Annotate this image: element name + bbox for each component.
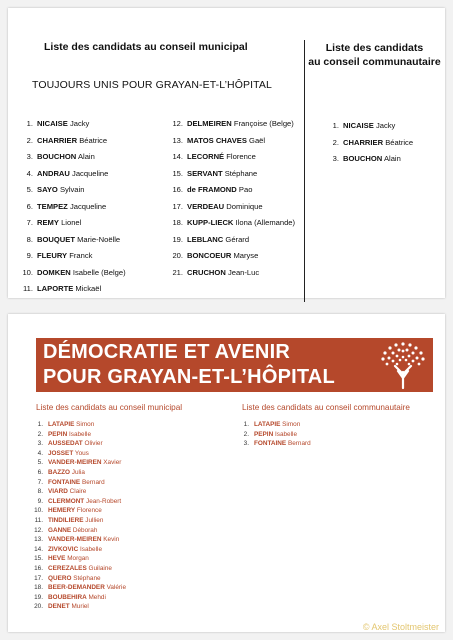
candidate-item [30,517,126,527]
community-list-title [304,41,445,69]
candidate-number: 17. [172,201,183,211]
candidate-last-name: FONTAINE [48,478,81,486]
candidate-last-name: AUSSEDAT [48,440,83,448]
candidate-item [20,202,126,219]
candidate-last-name: CRUCHON [187,267,226,277]
candidate-first-name: Stéphane [224,168,258,178]
candidate-item [30,603,126,613]
candidate-first-name: Alain [77,152,95,161]
candidate-number: 20. [34,603,43,611]
candidate-item [20,218,126,235]
candidate-last-name: SERVANT [187,168,223,178]
candidate-number: 18. [34,584,43,592]
candidate-last-name: TEMPEZ [37,201,68,211]
candidate-last-name: PEPIN [48,430,68,438]
candidate-first-name: Claire [69,488,87,496]
candidate-first-name: Mickaël [75,284,102,293]
candidate-first-name: Xavier [103,459,122,467]
candidate-last-name: ZIVKOVIC [48,545,79,553]
banner-line2: POUR GRAYAN-ET-L’HÔPITAL [43,366,335,388]
candidate-first-name: Jacqueline [72,168,109,178]
candidate-first-name: Franck [69,251,93,260]
candidate-number: 2. [26,135,33,145]
candidate-last-name: CHARRIER [343,137,384,147]
candidate-number: 2. [332,137,339,147]
candidate-first-name: Muriel [71,603,89,611]
community-list-title: Liste des candidats au conseil communautaire [242,403,410,412]
candidate-number: 4. [37,449,43,457]
candidate-last-name: BONCOEUR [187,251,232,260]
candidate-last-name: HEVE [48,555,66,563]
candidate-item [30,584,126,594]
candidate-item [30,507,126,517]
candidate-last-name: JOSSET [48,449,74,457]
candidate-last-name: CLERMONT [48,497,85,505]
municipal-list-title: Liste des candidats au conseil municipal [44,41,248,53]
candidate-last-name: KUPP-LIECK [187,218,234,227]
candidate-last-name: LAPORTE [37,284,74,293]
candidate-number: 3. [243,440,249,448]
candidate-first-name: Olivier [84,440,103,448]
candidate-last-name: BEER-DEMANDER [48,584,105,592]
candidate-number: 1. [37,421,43,428]
candidate-last-name: QUERO [48,574,72,582]
candidate-last-name: NICAISE [37,119,68,128]
candidate-item [20,152,126,169]
candidate-number: 9. [26,251,33,260]
candidate-item [20,136,126,153]
candidate-item [20,235,126,252]
candidate-number: 7. [37,478,43,486]
candidate-number: 1. [26,119,33,128]
candidate-last-name: LEBLANC [187,234,224,244]
candidate-first-name: Jacqueline [69,201,107,211]
candidate-number: 8. [37,488,43,496]
candidate-item [30,459,126,469]
candidate-first-name: Jullien [85,516,104,524]
ballot-toujours-unis [8,8,445,298]
candidate-last-name: ANDRAU [37,168,70,178]
candidate-last-name: BOUCHON [37,152,77,161]
candidate-first-name: Florence [76,507,102,515]
candidate-first-name: Dominique [226,201,263,211]
candidate-first-name: Bernard [287,440,311,448]
community-title-line1: Liste des candidats [325,42,424,54]
candidate-item [167,169,295,186]
candidate-number: 20. [172,251,183,260]
candidate-item [167,235,295,252]
candidate-item [20,169,126,186]
candidate-item [167,218,295,235]
candidate-first-name: Maryse [233,251,259,260]
candidate-first-name: Mehdi [88,593,106,601]
candidate-last-name: VERDEAU [187,201,225,211]
candidate-first-name: Stéphane [73,574,101,582]
candidate-number: 5. [37,459,43,467]
candidate-last-name: TINDILIERE [48,516,84,524]
tree-logo-icon [379,340,427,390]
candidate-item [167,251,295,268]
candidate-first-name: Pao [238,185,253,194]
community-candidates [330,121,413,171]
candidate-first-name: Kevin [103,536,120,544]
candidate-last-name: BOUCHON [343,154,383,163]
candidate-first-name: Françoise (Belge) [233,119,294,128]
candidate-item [167,152,295,169]
candidate-last-name: DELMEIREN [187,119,232,128]
candidate-first-name: Déborah [72,526,98,534]
candidate-number: 4. [26,168,33,178]
candidate-first-name: Alain [383,154,401,163]
candidate-first-name: Valérie [106,584,127,592]
candidate-number: 13. [34,536,43,544]
candidate-number: 16. [172,185,183,194]
candidate-number: 6. [37,468,43,476]
candidate-first-name: Jean-Robert [86,497,122,505]
candidate-last-name: VIARD [48,488,68,496]
candidate-number: 21. [172,267,183,277]
candidate-item [20,268,126,285]
candidate-first-name: Béatrice [79,135,108,145]
candidate-number: 9. [37,497,43,505]
candidate-first-name: Guilaine [88,564,112,572]
municipal-candidates-col2 [167,119,295,284]
candidate-last-name: VANDER-MEIREN [48,536,102,544]
candidate-last-name: DENET [48,603,70,611]
candidate-item [30,450,126,460]
candidate-number: 18. [172,218,183,227]
candidate-first-name: Simon [282,421,301,428]
candidate-first-name: Julia [71,468,85,476]
candidate-last-name: CHARRIER [37,135,78,145]
candidate-item [20,185,126,202]
candidate-number: 6. [26,201,33,211]
candidate-first-name: Jacky [69,119,90,128]
candidate-first-name: Gérard [225,234,250,244]
candidate-item [330,154,413,171]
candidate-last-name: FONTAINE [254,440,287,448]
candidate-item [20,119,126,136]
candidate-first-name: Jean-Luc [227,267,260,277]
candidate-number: 2. [243,430,249,438]
candidate-last-name: HEMERY [48,507,76,515]
candidate-item [30,527,126,537]
candidate-item [30,440,126,450]
candidate-number: 15. [34,555,43,563]
candidate-item [167,136,295,153]
candidate-number: 3. [26,152,33,161]
candidate-last-name: PEPIN [254,430,274,438]
candidate-first-name: Béatrice [385,137,414,147]
candidate-first-name: Marie-Noëlle [77,234,121,244]
candidate-item [167,185,295,202]
candidate-last-name: CEREZALES [48,564,87,572]
candidate-number: 8. [26,234,33,244]
candidate-first-name: Lionel [61,218,82,227]
candidate-first-name: Simon [76,421,95,428]
candidate-first-name: Florence [226,152,256,161]
candidate-number: 2. [37,430,43,438]
candidate-item [167,202,295,219]
candidate-number: 13. [172,135,183,145]
list-banner [36,338,433,392]
candidate-first-name: Morgan [67,555,89,563]
candidate-last-name: FLEURY [37,251,68,260]
candidate-last-name: MATOS CHAVES [187,135,247,145]
candidate-item [330,138,413,155]
candidate-number: 7. [26,218,33,227]
ballot-democratie-et-avenir [8,314,445,632]
candidate-number: 12. [34,526,43,534]
candidate-first-name: Isabelle (Belge) [72,267,126,277]
candidate-first-name: Jacky [375,121,396,130]
candidate-item [30,575,126,585]
candidate-item [30,536,126,546]
candidate-number: 3. [37,440,43,448]
candidate-item [167,119,295,136]
candidate-last-name: SAYO [37,185,58,194]
candidate-number: 1. [243,421,249,428]
candidate-number: 19. [172,234,183,244]
candidate-first-name: Gaël [249,135,266,145]
candidate-item [30,431,126,441]
community-title-line2: au conseil communautaire [308,56,441,68]
candidate-item [167,268,295,285]
candidate-number: 11. [34,516,43,524]
candidate-first-name: Sylvain [59,185,85,194]
candidate-first-name: Isabelle [274,430,297,438]
candidate-item [30,488,126,498]
municipal-list-title: Liste des candidats au conseil municipal [36,403,183,412]
candidate-item [330,121,413,138]
list-name: TOUJOURS UNIS POUR GRAYAN-ET-L’HÔPITAL [32,79,272,91]
candidate-item [20,251,126,268]
candidate-number: 14. [172,152,183,161]
candidate-number: 16. [34,564,43,572]
candidate-item [30,469,126,479]
candidate-last-name: LATAPIE [48,421,75,428]
candidate-item [30,546,126,556]
municipal-candidates [30,421,126,613]
candidate-last-name: REMY [37,218,59,227]
candidate-first-name: Yous [74,449,89,457]
municipal-candidates-col1 [20,119,126,301]
candidate-last-name: NICAISE [343,121,374,130]
candidate-number: 5. [26,185,33,194]
candidate-number: 12. [172,119,183,128]
candidate-last-name: BAZZO [48,468,71,476]
column-divider [304,40,305,302]
candidate-last-name: LATAPIE [254,421,281,428]
candidate-item [30,498,126,508]
candidate-item [236,421,311,431]
candidate-number: 10. [22,267,33,277]
candidate-item [30,555,126,565]
candidate-last-name: DOMKEN [37,267,71,277]
candidate-item [30,565,126,575]
candidate-first-name: Isabelle [68,430,91,438]
banner-line1: DÉMOCRATIE ET AVENIR [43,341,290,363]
candidate-item [236,440,311,450]
candidate-number: 3. [332,154,339,163]
candidate-item [30,594,126,604]
candidate-last-name: VANDER-MEIREN [48,459,102,467]
candidate-last-name: BOUQUET [37,234,75,244]
candidate-number: 11. [23,284,33,293]
candidate-last-name: de FRAMOND [187,185,237,194]
watermark: © Axel Stoltmeister [362,622,439,632]
candidate-item [236,431,311,441]
candidate-item [30,421,126,431]
candidate-first-name: Ilona (Allemande) [235,218,296,227]
candidate-number: 17. [34,574,43,582]
candidate-item [20,284,126,301]
candidate-first-name: Bernard [81,478,105,486]
candidate-last-name: GANNE [48,526,72,534]
candidate-item [30,479,126,489]
candidate-number: 19. [34,593,43,601]
community-candidates [236,421,311,450]
candidate-number: 15. [172,168,183,178]
candidate-first-name: Isabelle [79,545,102,553]
candidate-number: 1. [332,121,339,130]
candidate-last-name: BOUBEHIRA [48,593,87,601]
candidate-number: 14. [34,545,43,553]
candidate-number: 10. [34,507,43,515]
candidate-last-name: LECORNÉ [187,152,225,161]
